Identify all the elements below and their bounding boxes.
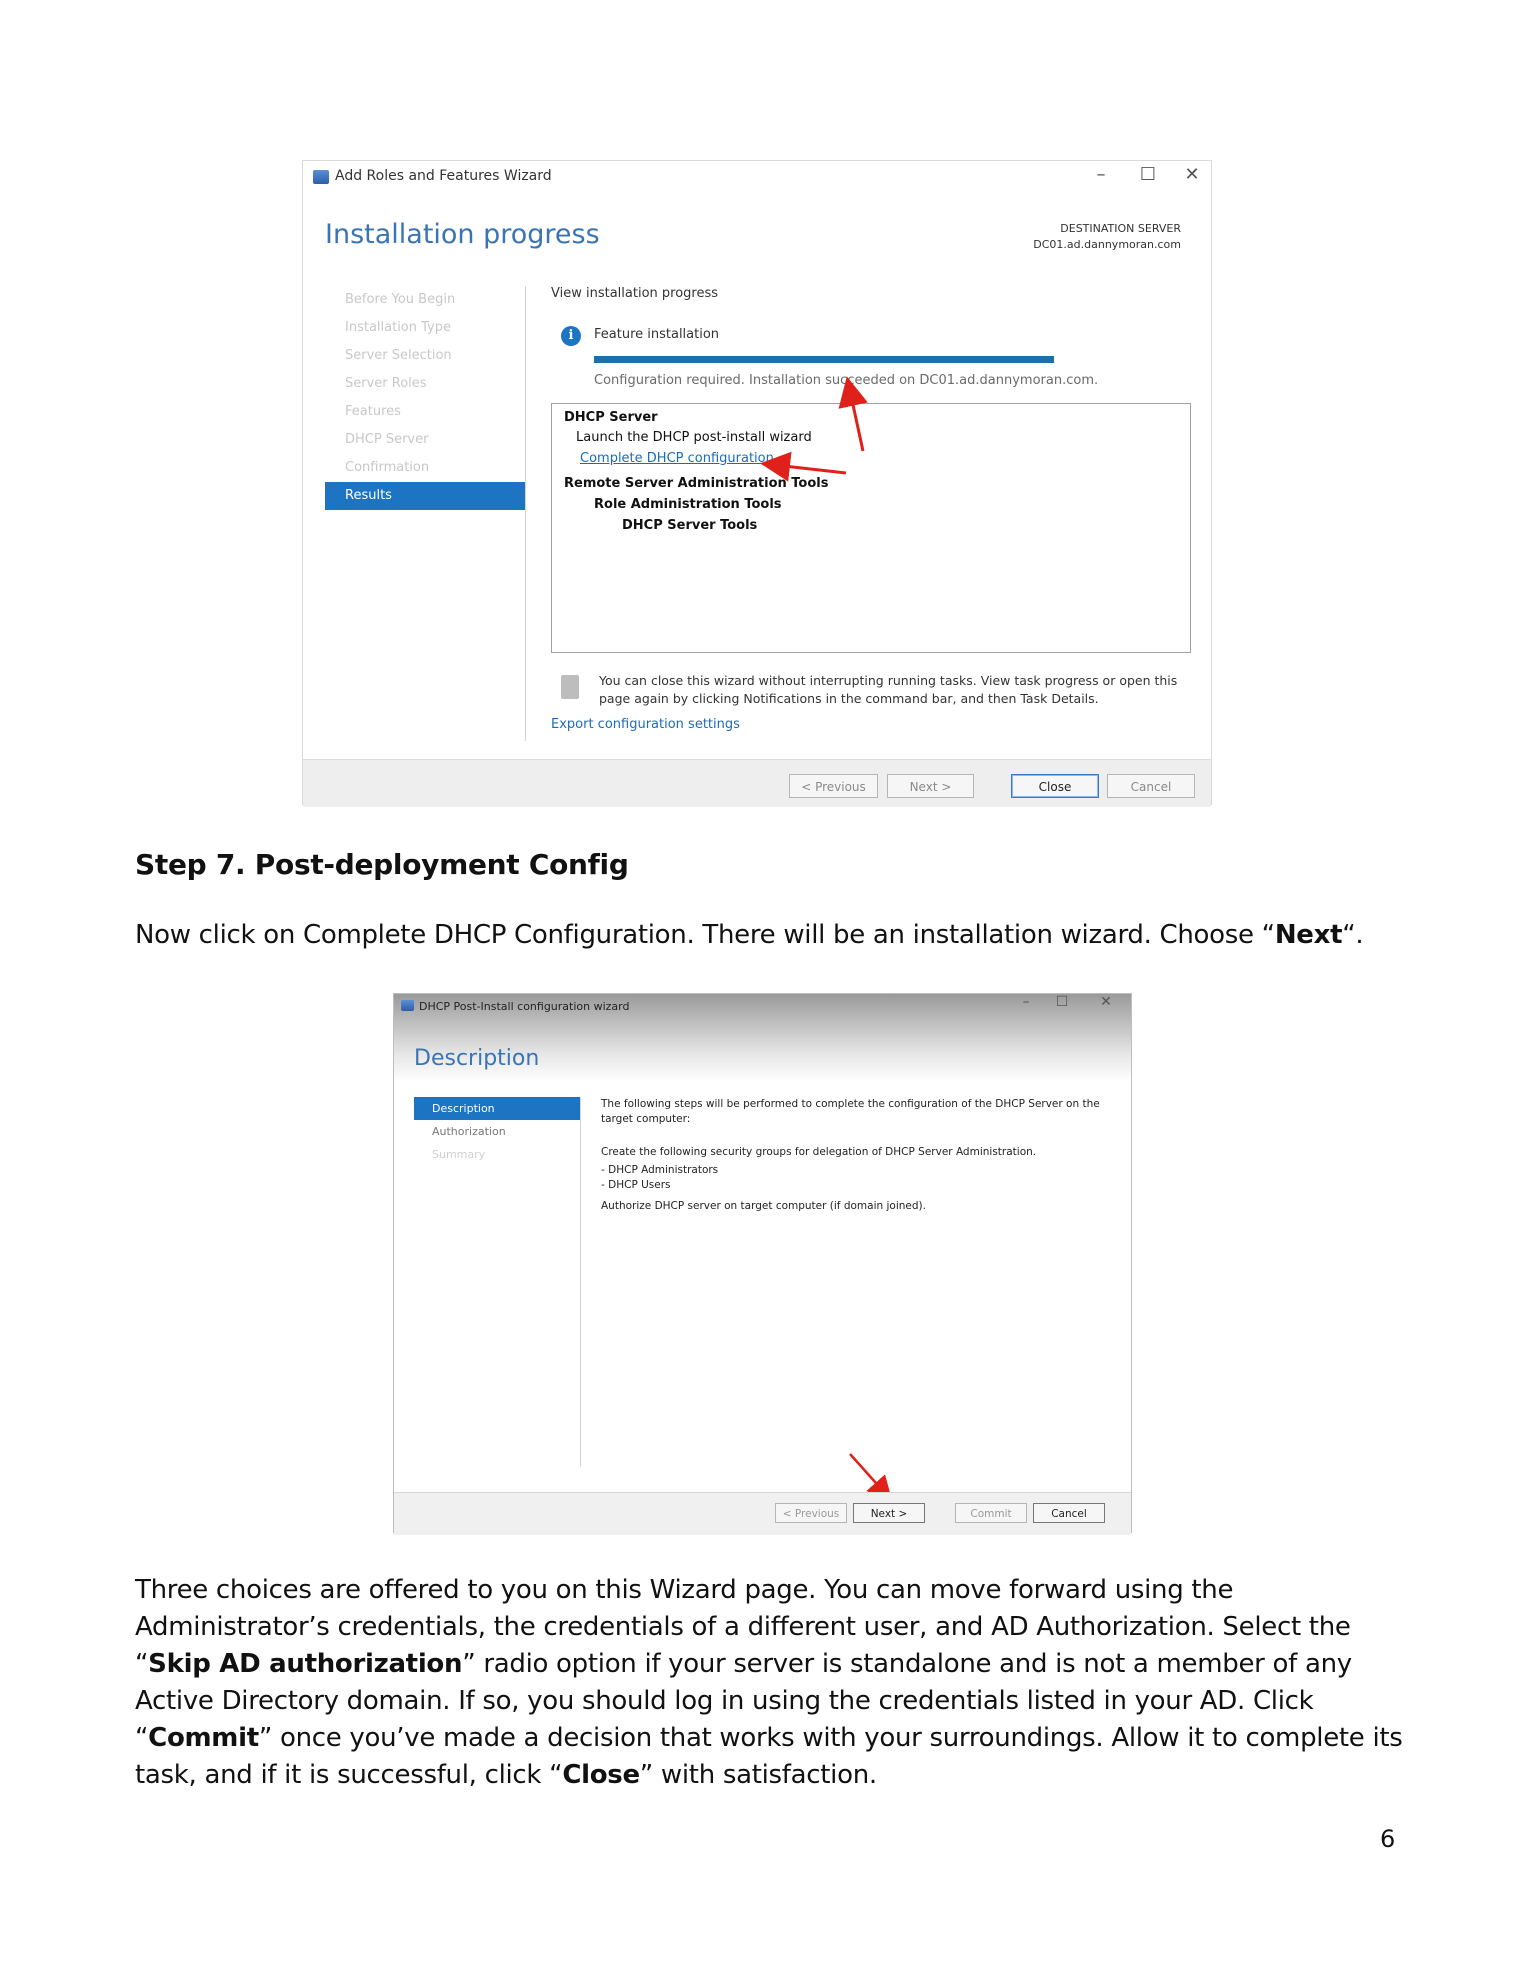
annotation-arrows (303, 161, 1213, 806)
group-dhcp-administrators: - DHCP Administrators (601, 1164, 719, 1176)
nav-item-summary[interactable]: Summary (432, 1148, 486, 1161)
paragraph-1 (135, 920, 1363, 950)
nav-item-results[interactable]: Results (325, 482, 525, 510)
note-line-2: page again by clicking Notifications in the command bar, and then Task Details. (599, 691, 1099, 706)
annotation-arrow (394, 994, 1133, 1534)
nav-item-dhcp-server[interactable]: DHCP Server (345, 432, 429, 447)
para2-text-3: ” once you’ve made a decision that works with your surroundings. Allow it to complete its task, and if it is successful, click “ (135, 1723, 1403, 1790)
close-button[interactable]: Close (1011, 774, 1099, 798)
para2-bold-close: Close (562, 1760, 640, 1790)
view-progress-label: View installation progress (551, 286, 719, 301)
para2-bold-commit: Commit (148, 1723, 259, 1753)
page-heading: Installation progress (325, 219, 600, 250)
red-arrow-down (850, 1454, 884, 1492)
close-icon[interactable]: ✕ (1100, 994, 1112, 1010)
cancel-button[interactable]: Cancel (1033, 1503, 1105, 1523)
wizard-footer (303, 759, 1211, 807)
para2-text-2: ” radio option if your server is standalone and is not a member of any Active Directory domain. If so, you should log in using the credentials listed in your AD. Click “ (135, 1649, 1352, 1753)
note-line-1: You can close this wizard without interrupting running tasks. View task progress or open this (599, 673, 1178, 688)
description-line-2: target computer: (601, 1113, 691, 1125)
step-title: Step 7. Post-deployment Config (135, 848, 629, 881)
maximize-icon[interactable]: ☐ (1055, 994, 1069, 1010)
red-arrow-up (850, 391, 863, 451)
para2-bold-skip-ad: Skip AD authorization (148, 1649, 463, 1679)
wizard-footer (394, 1492, 1131, 1535)
status-text: Configuration required. Installation succeeded on DC01.ad.dannymoran.com. (594, 373, 1099, 388)
nav-item-features[interactable]: Features (345, 404, 401, 419)
info-icon: i (561, 326, 581, 346)
para2-text-1: Three choices are offered to you on this Wizard page. You can move forward using the Administrator’s credentials, the credentials of a different user, and AD Authorization. Select the “ (135, 1575, 1351, 1679)
para1-text: Now click on Complete DHCP Configuration. There will be an installation wizard. Choose “ (135, 920, 1275, 950)
paragraph-2 (135, 1572, 1405, 1794)
next-button[interactable]: Next > (887, 774, 974, 798)
nav-item-before-you-begin[interactable]: Before You Begin (345, 292, 456, 307)
minimize-icon[interactable]: – (1096, 164, 1106, 185)
previous-button[interactable]: < Previous (789, 774, 878, 798)
page-number: 6 (1380, 1825, 1396, 1853)
nav-item-server-selection[interactable]: Server Selection (345, 348, 452, 363)
feature-installation-label: Feature installation (594, 327, 720, 342)
wizard-screenshot-description (393, 993, 1132, 1533)
cancel-button[interactable]: Cancel (1107, 774, 1195, 798)
commit-button[interactable]: Commit (955, 1503, 1027, 1523)
result-role-tools: Role Administration Tools (594, 497, 782, 512)
minimize-icon[interactable]: – (1022, 994, 1030, 1010)
group-dhcp-users: - DHCP Users (601, 1179, 671, 1191)
nav-item-server-roles[interactable]: Server Roles (345, 376, 427, 391)
close-icon[interactable]: ✕ (1184, 164, 1200, 185)
result-rsat: Remote Server Administration Tools (564, 476, 829, 491)
destination-value: DC01.ad.dannymoran.com (1033, 238, 1181, 251)
complete-dhcp-configuration-link[interactable]: Complete DHCP configuration (580, 451, 774, 466)
maximize-icon[interactable]: ☐ (1139, 164, 1157, 185)
window-title: Add Roles and Features Wizard (335, 168, 552, 184)
nav-item-confirmation[interactable]: Confirmation (345, 460, 430, 475)
result-launch: Launch the DHCP post-install wizard (576, 430, 812, 445)
para1-end: “. (1342, 920, 1364, 950)
previous-button[interactable]: < Previous (775, 1503, 847, 1523)
notification-icon (561, 675, 579, 699)
para1-bold-next: Next (1274, 920, 1343, 950)
red-arrow-left (775, 465, 846, 473)
nav-item-description[interactable]: Description (414, 1097, 580, 1120)
export-configuration-link[interactable]: Export configuration settings (551, 717, 740, 732)
result-dhcp-tools: DHCP Server Tools (622, 518, 758, 533)
description-line-3: Create the following security groups for delegation of DHCP Server Administration. (601, 1146, 1037, 1158)
next-button[interactable]: Next > (853, 1503, 925, 1523)
wizard-screenshot-installation-progress (302, 160, 1212, 805)
page-heading: Description (414, 1046, 540, 1071)
para2-text-4: ” with satisfaction. (639, 1760, 877, 1790)
result-dhcp-server: DHCP Server (564, 410, 658, 425)
description-line-4: Authorize DHCP server on target computer (if domain joined). (601, 1200, 926, 1212)
nav-item-authorization[interactable]: Authorization (432, 1125, 506, 1138)
window-title: DHCP Post-Install configuration wizard (419, 1000, 630, 1013)
destination-label: DESTINATION SERVER (1060, 222, 1181, 235)
description-line-1: The following steps will be performed to complete the configuration of the DHCP Server on the (601, 1098, 1100, 1110)
nav-item-installation-type[interactable]: Installation Type (345, 320, 451, 335)
